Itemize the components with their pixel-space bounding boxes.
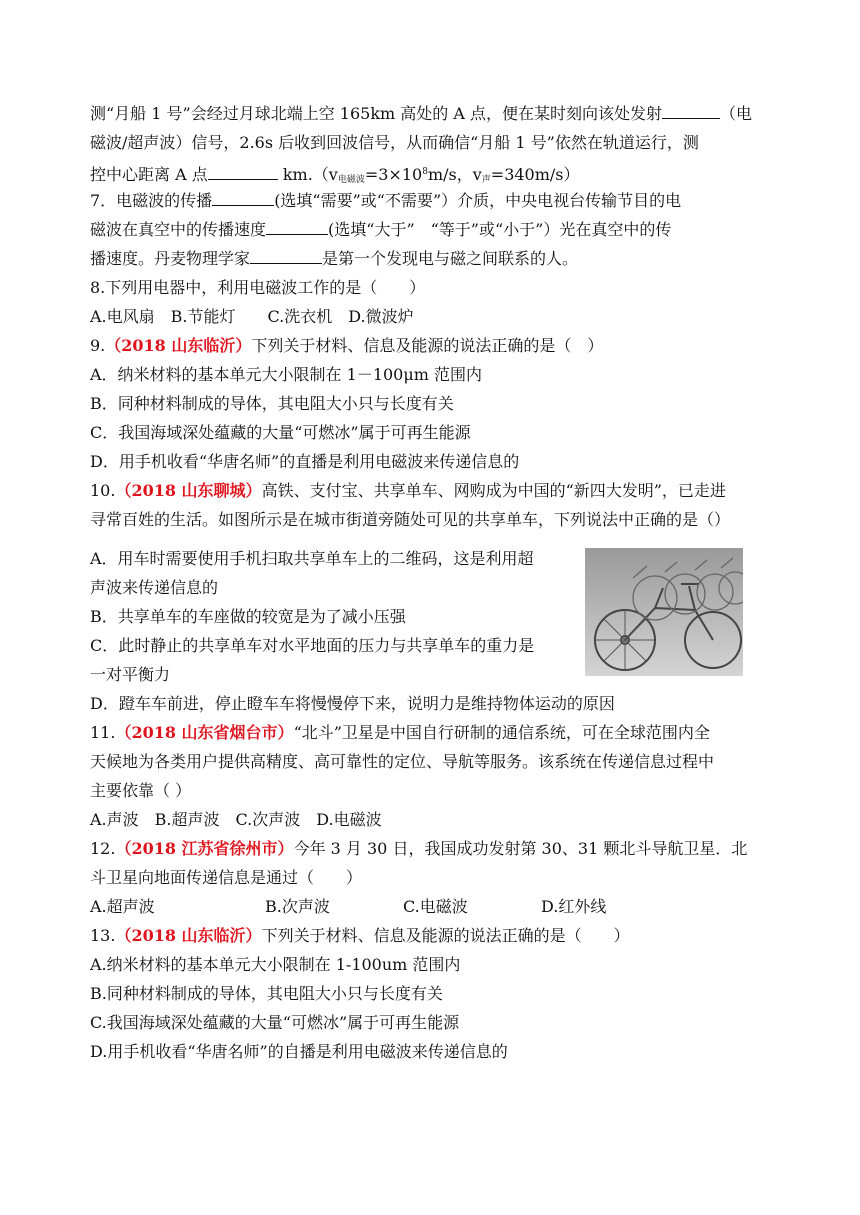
q9-stem-line	[90, 336, 603, 356]
q10-option-a-2: 声波来传递信息的	[90, 578, 219, 597]
q6-subscript-em: 电磁波	[337, 175, 365, 185]
q6-text-1: 测“月船 1 号”会经过月球北端上空 165km 高处的 A 点，便在某时刻向该处发射	[90, 104, 663, 123]
q6-superscript: 8	[422, 167, 428, 177]
q7-line-2	[90, 220, 671, 240]
q6-blank-1	[662, 104, 720, 119]
q9-option-a: A．纳米材料的基本单元大小限制在 1－100μm 范围内	[90, 365, 483, 384]
q10-stem-line-2: 寻常百姓的生活。如图所示是在城市街道旁随处可见的共享单车，下列说法中正确的是（）	[90, 510, 731, 529]
q13-option-d: D.用手机收看“华唐名师”的自播是利用电磁波来传递信息的	[90, 1042, 508, 1061]
q8-stem: 8.下列用电器中，利用电磁波工作的是（ ）	[90, 278, 426, 297]
q12-option-b: B.次声波	[265, 897, 330, 916]
q7-blank-1	[212, 191, 274, 206]
q12-option-c: C.电磁波	[403, 897, 468, 916]
q12-stem-line-1	[90, 839, 747, 859]
q9-number: 9.	[90, 336, 106, 355]
q7-text-b: (选填“需要”或“不需要”）介质，中央电视台传输节目的电	[274, 191, 682, 210]
q7-line-3	[90, 249, 578, 269]
q13-option-b: B.同种材料制成的导体，其电阻大小只与长度有关	[90, 984, 443, 1003]
q7-text-a: 7．电磁波的传播	[90, 191, 213, 210]
q6-subscript-sound: 声	[481, 175, 491, 185]
q6-line-2	[90, 133, 699, 153]
q10-option-c-1: C．此时静止的共享单车对水平地面的压力与共享单车的重力是	[90, 636, 535, 655]
q10-option-d: D．蹬车车前进，停止瞪车车将慢慢停下来，说明力是维持物体运动的原因	[90, 694, 615, 713]
q7-text-f: 是第一个发现电与磁之间联系的人。	[322, 249, 579, 268]
q12-option-d: D.红外线	[541, 897, 607, 916]
q13-stem-line	[90, 926, 630, 946]
q6-text-1b: （电	[720, 104, 753, 123]
q6-text-3d: m/s，v	[427, 165, 482, 184]
q13-option-c: C.我国海域深处蕴藏的大量“可燃冰”属于可再生能源	[90, 1013, 460, 1032]
q13-option-a: A.纳米材料的基本单元大小限制在 1-100um 范围内	[90, 955, 461, 974]
q12-number: 12.	[90, 839, 116, 858]
q12-option-a: A.超声波	[90, 897, 155, 916]
q9-option-d: D．用手机收看“华唐名师”的直播是利用电磁波来传递信息的	[90, 452, 520, 471]
q6-line-3	[90, 162, 580, 190]
q10-source: （2018 山东聊城）	[115, 481, 262, 500]
q7-text-e: 播速度。丹麦物理学家	[90, 249, 251, 268]
q12-stem-line-2: 斗卫星向地面传递信息是通过（ ）	[90, 868, 363, 887]
q7-blank-2	[266, 220, 328, 235]
q13-number: 13.	[90, 926, 116, 945]
q11-options: A.声波 B.超声波 C.次声波 D.电磁波	[90, 810, 382, 829]
q12-source: （2018 江苏省徐州市）	[115, 839, 294, 858]
q10-option-b: B．共享单车的车座做的较宽是为了减小压强	[90, 607, 406, 626]
q10-stem-1: 高铁、支付宝、共享单车、网购成为中国的“新四大发明”，已走进	[261, 481, 726, 500]
q9-option-b: B．同种材料制成的导体，其电阻大小只与长度有关	[90, 394, 454, 413]
q6-text-2: 磁波/超声波）信号，2.6s 后收到回波信号，从而确信“月船 1 号”依然在轨道运行，测	[90, 133, 699, 152]
q9-source: （2018 山东临沂）	[105, 336, 252, 355]
q10-option-a-1: A．用车时需要使用手机扫取共享单车上的二维码，这是利用超	[90, 549, 534, 568]
q6-text-3b: km.（v	[282, 165, 338, 184]
q12-stem-1: 今年 3 月 30 日，我国成功发射第 30、31 颗北斗导航卫星．北	[293, 839, 748, 858]
q13-stem: 下列关于材料、信息及能源的说法正确的是（ ）	[261, 926, 630, 945]
q6-blank-2	[208, 165, 278, 180]
q11-stem-line-2: 天候地为各类用户提供高精度、高可靠性的定位、导航等服务。该系统在传递信息过程中	[90, 752, 715, 771]
q6-text-3e: =340m/s）	[490, 165, 580, 184]
q11-number: 11.	[90, 723, 116, 742]
q6-text-3a: 控中心距离 A 点	[90, 165, 208, 184]
q11-source: （2018 山东省烟台市）	[115, 723, 294, 742]
q9-stem: 下列关于材料、信息及能源的说法正确的是（ ）	[251, 336, 604, 355]
q10-option-c-2: 一对平衡力	[90, 665, 171, 684]
q11-stem-line-1	[90, 723, 710, 743]
q11-stem-1: “北斗”卫星是中国自行研制的通信系统，可在全球范围内全	[293, 723, 710, 742]
q8-options: A.电风扇 B.节能灯 C.洗衣机 D.微波炉	[90, 307, 414, 326]
q7-line-1	[90, 191, 681, 211]
shared-bicycle-photo	[585, 548, 743, 676]
q7-text-d: (选填“大于” “等于”或“小于”）光在真空中的传	[328, 220, 672, 239]
q7-text-c: 磁波在真空中的传播速度	[90, 220, 267, 239]
q6-line-1	[90, 104, 752, 124]
q10-number: 10.	[90, 481, 116, 500]
q7-blank-3	[250, 249, 322, 264]
q9-option-c: C．我国海域深处蕴藏的大量“可燃冰”属于可再生能源	[90, 423, 471, 442]
q10-stem-line-1	[90, 481, 726, 501]
q11-stem-line-3: 主要依靠（ ）	[90, 781, 192, 800]
q13-source: （2018 山东临沂）	[115, 926, 262, 945]
q6-text-3c: =3×10	[364, 165, 423, 184]
